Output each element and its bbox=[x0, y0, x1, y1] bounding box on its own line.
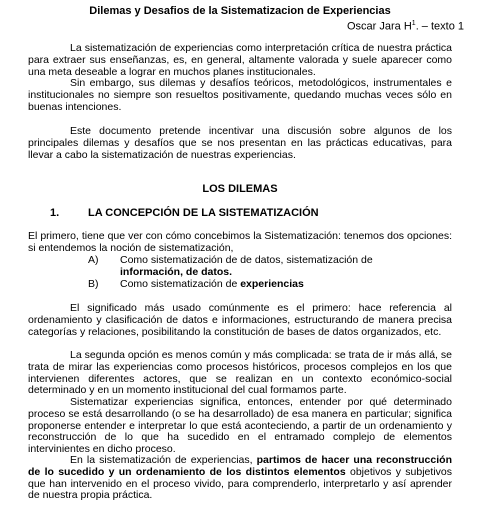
lead-paragraph: El primero, tiene que ver con cómo concebimos la Sistematización: tenemos dos opciones: si entendemos la noción de sistematización, bbox=[28, 230, 452, 254]
option-a bbox=[88, 254, 452, 278]
document-author bbox=[347, 18, 464, 33]
option-a-text: Como sistematización de de datos, sistematización de bbox=[120, 254, 373, 266]
intro-paragraph-1: La sistematización de experiencias como interpretación crítica de nuestra práctica para extraer sus enseñanzas, es, en general, altamente valorada y suele aparecer como una meta deseable a lograr en muchos planes institucionales. bbox=[28, 42, 452, 78]
intro-paragraph-2: Sin embargo, sus dilemas y desafíos teóricos, metodológicos, instrumentales e institucionales no siempre son resueltos positivamente, quedando muchas veces sólo en buenas intenciones. bbox=[28, 77, 452, 113]
body-paragraph-4 bbox=[28, 455, 452, 502]
body-paragraph-1: El significado más usado comúnmente es el primero: hace referencia al ordenamiento y clasificación de datos e informaciones, estructurando de manera precisa categorías y relaciones, posibilitando la constitución de bases de datos organizados, etc. bbox=[28, 302, 452, 338]
subsection-heading bbox=[28, 208, 452, 220]
option-b-marker: B) bbox=[88, 278, 99, 290]
option-b-body bbox=[120, 279, 420, 291]
body-paragraph-2: La segunda opción es menos común y más complicada: se trata de ir más allá, se trata de mirar las experiencias como procesos históricos, procesos complejos en los que intervienen diferentes actores, que se realizan en un contexto económico-social determinado y en un momento institucional del cual formamos parte. bbox=[28, 349, 452, 397]
document-title: Dilemas y Desafios de la Sistematizacion de Experiencias bbox=[89, 5, 391, 17]
subsection-title: LA CONCEPCIÓN DE LA SISTEMATIZACIÓN bbox=[88, 207, 319, 219]
body-paragraph-3: Sistematizar experiencias significa, entonces, entender por qué determinado proceso se está desarrollando (o se ha desarrollado) de esa manera en particular; significa proponerse entender e interpretar lo que está aconteciendo, a partir de un ordenamiento y reconstrucción de lo que ha sucedido en el entramado complejo de elementos intervinientes en dicho proceso. bbox=[28, 396, 452, 456]
body-paragraph-4-start: En la sistematización de experiencias, bbox=[70, 454, 257, 466]
intro-paragraph-3: Este documento pretende incentivar una discusión sobre algunos de los principales dilemas y desafíos que se nos presentan en las prácticas educativas, para llevar a cabo la sistematización de nuestras experiencias. bbox=[28, 125, 452, 161]
author-name: Oscar Jara H bbox=[346, 20, 412, 33]
footnote-marker: 1 bbox=[411, 20, 416, 27]
option-b-text: Como sistematización de bbox=[120, 278, 241, 290]
option-b-emphasis: experiencias bbox=[240, 278, 304, 290]
option-a-emphasis: información, de datos. bbox=[120, 265, 233, 278]
option-a-marker: A) bbox=[88, 254, 99, 266]
section-heading: LOS DILEMAS bbox=[202, 183, 278, 195]
option-a-body bbox=[120, 255, 420, 279]
author-suffix: . – texto 1 bbox=[415, 20, 464, 33]
subsection-number: 1. bbox=[50, 207, 60, 219]
body-paragraph-4-end: objetivos y subjetivos que han intervenido en el proceso vivido, para comprenderlo, interpretarlo y así aprender de nuestra propia práctica. bbox=[28, 465, 452, 502]
option-b bbox=[88, 279, 452, 291]
body-paragraph-4-emphasis: partimos de hacer una reconstrucción de lo sucedido y un ordenamiento de los distintos elementos bbox=[28, 454, 452, 478]
